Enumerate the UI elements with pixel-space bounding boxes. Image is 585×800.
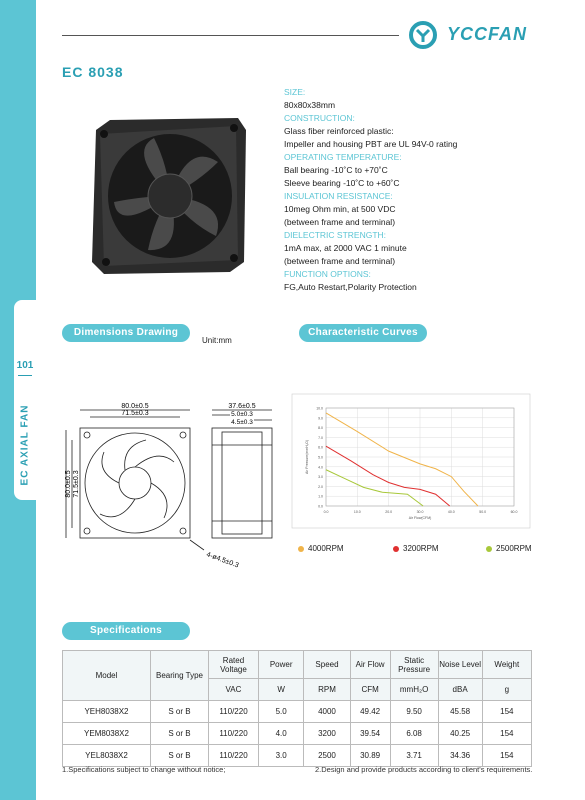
y-tick-label: 9.0 [318,416,323,421]
spec-line: Ball bearing -10˚C to +70˚C [284,165,388,175]
specifications-heading: Specifications [62,622,190,640]
col-power: Power [258,651,303,679]
y-tick-label: 7.0 [318,435,323,440]
y-axis-label: Air Pressure(mmH₂O) [305,439,309,475]
dim-depth-a: 5.0±0.3 [231,411,253,418]
y-tick-label: 2.0 [318,484,323,489]
cell-weight: 154 [482,701,531,723]
spec-heading: CONSTRUCTION: [284,113,355,123]
page-number-divider [18,375,32,376]
spec-heading: SIZE: [284,87,306,97]
spec-line: Impeller and housing PBT are UL 94V-0 rating [284,139,458,149]
footnote-left: 1.Specifications subject to change without notice; [62,765,226,774]
y-tick-label: 6.0 [318,445,323,450]
unit-label: Unit:mm [202,336,232,345]
unit-power: W [258,679,303,701]
x-tick-label: 20.0 [385,510,393,514]
cell-model: YEL8038X2 [63,745,151,767]
cell-bearing: S or B [150,723,208,745]
cell-model: YEM8038X2 [63,723,151,745]
curves-heading: Characteristic Curves [299,324,427,342]
unit-weight: g [482,679,531,701]
dimensions-drawing [62,400,287,570]
y-tick-label: 10.0 [316,406,323,411]
cell-noise: 45.58 [438,701,482,723]
cell-pressure: 6.08 [390,723,438,745]
spec-line: FG,Auto Restart,Polarity Protection [284,282,417,292]
cell-bearing: S or B [150,745,208,767]
cell-pressure: 3.71 [390,745,438,767]
col-airflow: Air Flow [350,651,390,679]
y-tick-label: 4.0 [318,465,323,470]
dim-depth-b: 4.5±0.3 [231,419,253,426]
col-weight: Weight [482,651,531,679]
cell-power: 5.0 [258,701,303,723]
cell-speed: 4000 [304,701,350,723]
col-model: Model [63,651,151,701]
brand-name: YCCFAN [447,24,528,44]
legend-dot-3200 [393,546,399,552]
spec-list [284,86,544,294]
cell-airflow: 30.89 [350,745,390,767]
cell-speed: 3200 [304,723,350,745]
legend-item-3200 [393,544,439,553]
legend-label-4000: 4000RPM [308,544,344,553]
x-tick-label: 60.0 [510,510,518,514]
spec-heading: DIELECTRIC STRENGTH: [284,230,387,240]
legend-dot-4000 [298,546,304,552]
spec-line: 1mA max, at 2000 VAC 1 minute [284,243,407,253]
cell-power: 4.0 [258,723,303,745]
dim-hole: 4-ø4.5±0.3 [205,551,240,570]
cell-noise: 34.36 [438,745,482,767]
cell-airflow: 39.54 [350,723,390,745]
col-pressure: Static Pressure [390,651,438,679]
footnote-right: 2.Design and provide products according to client's requirements. [315,765,533,774]
x-axis-label: Air Flow(CFM) [408,516,432,520]
y-tick-label: 8.0 [318,426,323,431]
cell-bearing: S or B [150,701,208,723]
spec-line: Glass fiber reinforced plastic: [284,126,394,136]
x-tick-label: 50.0 [479,510,487,514]
spec-heading: INSULATION RESISTANCE: [284,191,393,201]
dim-width-inner: 71.5±0.3 [121,410,149,417]
table-header-row [63,651,532,679]
x-tick-label: 10.0 [353,510,361,514]
page-number: 101 [16,360,34,371]
cell-model: YEH8038X2 [63,701,151,723]
legend-item-4000 [298,544,344,553]
x-tick-label: 0.0 [323,510,329,514]
legend-label-3200: 3200RPM [403,544,439,553]
unit-voltage: VAC [208,679,258,701]
spec-heading: FUNCTION OPTIONS: [284,269,371,279]
dim-height-outer: 80.0±0.5 [65,470,72,498]
col-bearing: Bearing Type [150,651,208,701]
cell-weight: 154 [482,723,531,745]
col-noise: Noise Level [438,651,482,679]
fan-photo [88,112,248,277]
unit-airflow: CFM [350,679,390,701]
cell-voltage: 110/220 [208,745,258,767]
spec-line: 10meg Ohm min, at 500 VDC [284,204,396,214]
x-tick-label: 40.0 [447,510,455,514]
model-title: EC 8038 [62,64,124,80]
spec-line: 80x80x38mm [284,100,336,110]
dim-depth: 37.6±0.5 [228,403,256,410]
cell-voltage: 110/220 [208,701,258,723]
y-tick-label: 0.0 [318,504,323,509]
cell-pressure: 9.50 [390,701,438,723]
spec-line: (between frame and terminal) [284,217,396,227]
table-row [63,745,532,767]
cell-speed: 2500 [304,745,350,767]
y-tick-label: 1.0 [318,494,323,499]
spec-heading: OPERATING TEMPERATURE: [284,152,402,162]
spec-line: (between frame and terminal) [284,256,396,266]
cell-voltage: 110/220 [208,723,258,745]
cell-weight: 154 [482,745,531,767]
table-row [63,723,532,745]
legend-label-2500: 2500RPM [496,544,532,553]
dim-height-inner: 71.5±0.3 [73,470,80,498]
spec-line: Sleeve bearing -10˚C to +60˚C [284,178,400,188]
unit-noise: dBA [438,679,482,701]
characteristic-chart [292,394,530,528]
legend-item-2500 [486,544,532,553]
unit-pressure: mmH₂O [390,679,438,701]
cell-power: 3.0 [258,745,303,767]
legend-dot-2500 [486,546,492,552]
side-label: EC AXIAL FAN [19,404,31,486]
header-rule [62,35,399,36]
cell-airflow: 49.42 [350,701,390,723]
specifications-table [62,650,532,767]
cell-noise: 40.25 [438,723,482,745]
col-voltage: Rated Voltage [208,651,258,679]
col-speed: Speed [304,651,350,679]
dim-width-outer: 80.0±0.5 [121,403,149,410]
unit-speed: RPM [304,679,350,701]
x-tick-label: 30.0 [416,510,424,514]
dimensions-heading: Dimensions Drawing [62,324,190,342]
table-row [63,701,532,723]
y-tick-label: 5.0 [318,455,323,460]
y-tick-label: 3.0 [318,475,323,480]
